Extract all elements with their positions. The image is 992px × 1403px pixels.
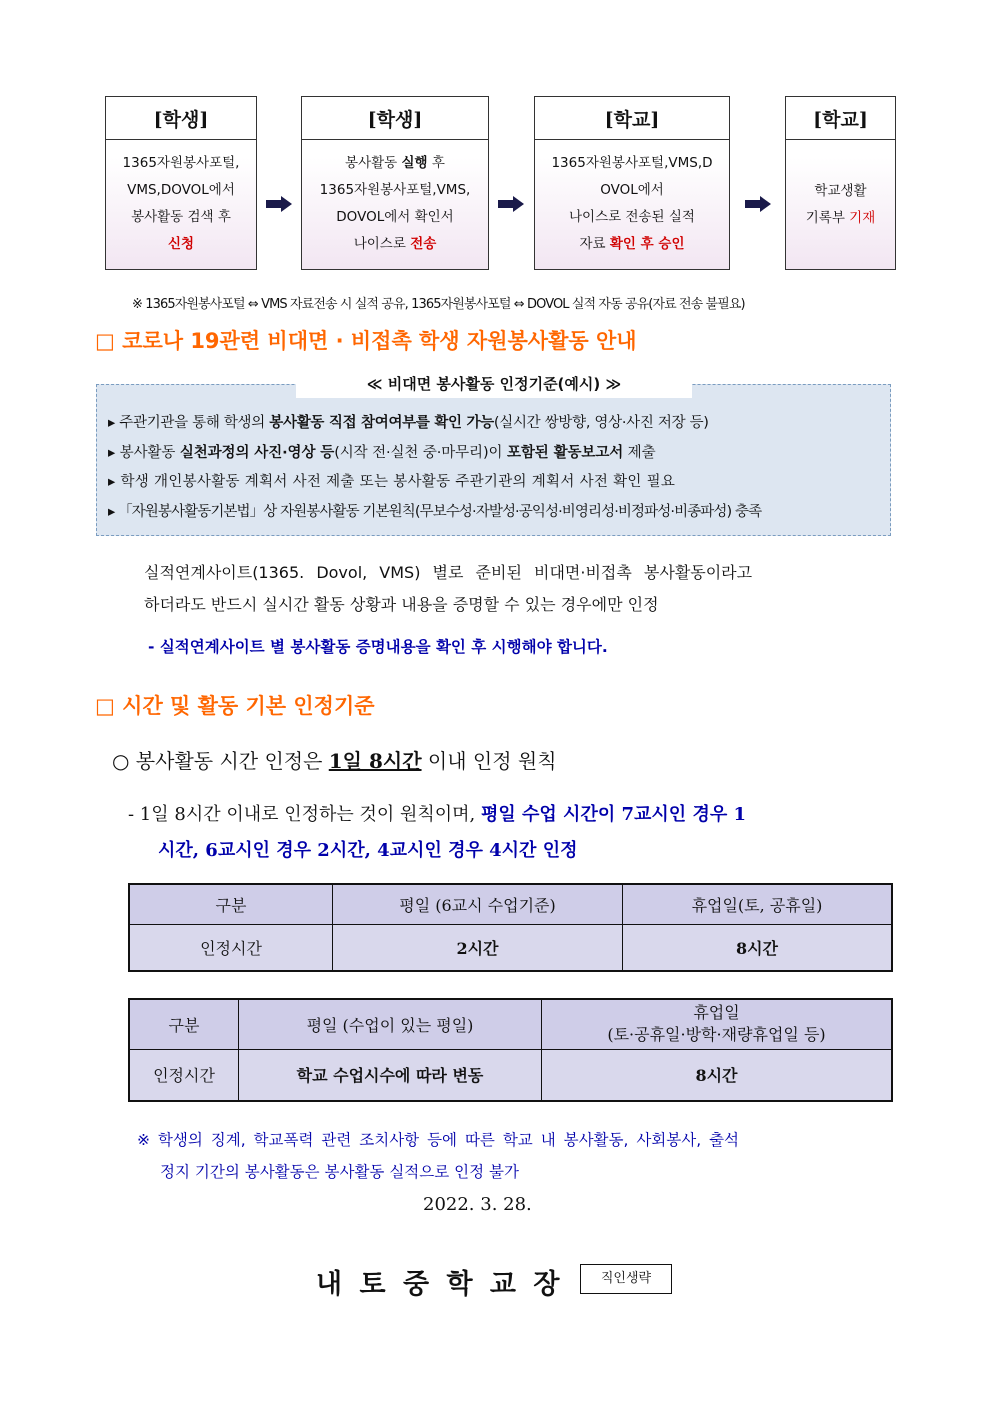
text-run: ▸ 「자원봉사활동기본법」상 자원봉사활동 기본원칙(무보수성·자발성·공익성·비영리성·비정파성·비종파성) 충족 (108, 504, 762, 520)
flow-step-3 (534, 96, 730, 270)
flow-line (792, 178, 889, 205)
text-run: 전송 (410, 236, 437, 252)
text-run: 봉사활동 (345, 155, 402, 171)
flow-step-1-body (106, 140, 256, 258)
criteria-title: ≪ 비대면 봉사활동 인정기준(예시) ≫ (296, 370, 692, 398)
table2-header-holiday (542, 999, 893, 1049)
footnote-line1: ※ 학생의 징계, 학교폭력 관련 조치사항 등에 따른 학교 내 봉사활동, 사회봉사, 출석 (137, 1131, 740, 1149)
table2-cell: 8시간 (542, 1049, 893, 1101)
arrow-right-icon (498, 196, 524, 212)
text-run: 실천과정의 사진·영상 등 (179, 445, 335, 461)
text-run: 봉사활동 직접 참여여부를 확인 가능 (269, 415, 494, 431)
flow-step-3-body (535, 140, 729, 258)
text-run: ▸ 학생 개인봉사활동 계획서 사전 제출 또는 봉사활동 주관기관의 계획서 사전 확인 필요 (108, 474, 676, 490)
table1-cell: 8시간 (623, 924, 893, 971)
detail-line2: 시간, 6교시인 경우 2시간, 4교시인 경우 4시간 인정 (158, 840, 578, 861)
table2-header: 휴업일 (693, 1003, 740, 1023)
flow-line (112, 177, 250, 204)
section2-title: □ 시간 및 활동 기본 인정기준 (95, 694, 375, 718)
para1-line1: 실적연계사이트(1365. Dovol, VMS) 별로 준비된 비대면·비접촉 봉사활동이라고 (144, 563, 753, 582)
footnote-line2: 정지 기간의 봉사활동은 봉사활동 실적으로 인정 불가 (160, 1163, 519, 1181)
text-run: 실행 (401, 155, 428, 171)
text-run: 기록부 (805, 210, 850, 226)
principle-suffix: 이내 인정 원칙 (421, 749, 557, 773)
flow-step-2-head: [학생] (302, 97, 488, 140)
text-run: (실시간 쌍방향, 영상·사진 저장 등) (493, 415, 709, 431)
criteria-item (108, 441, 655, 462)
flow-line (308, 177, 482, 204)
flow-line (308, 150, 482, 177)
flow-line (308, 204, 482, 231)
flow-step-4 (785, 96, 896, 270)
principle-line (112, 745, 557, 774)
arrow-right-icon (745, 196, 771, 212)
text-run: (시작 전·실천 중·마무리)이 (334, 445, 507, 461)
text-run: DOVOL에서 확인서 (336, 209, 454, 225)
text-run: 제출 (623, 445, 656, 461)
detail-blue1: 평일 수업 시간이 7교시인 경우 1 (480, 804, 747, 825)
table2-header: 평일 (수업이 있는 평일) (239, 999, 542, 1049)
flow-line (541, 150, 723, 177)
text-run: 자료 (579, 236, 610, 252)
table1-header: 휴업일(토, 공휴일) (623, 884, 893, 924)
text-run: 학교생활 (814, 183, 867, 199)
text-run: 1365자원봉사포털,VMS,D (551, 155, 713, 171)
principle-prefix: ○ 봉사활동 시간 인정은 (112, 749, 329, 773)
text-run: 1365자원봉사포털,VMS, (319, 182, 471, 198)
flow-line (541, 177, 723, 204)
flow-step-4-body (786, 140, 895, 232)
criteria-item (108, 470, 675, 491)
flow-line (792, 205, 889, 232)
flow-step-2 (301, 96, 489, 270)
text-run: 기재 (849, 210, 876, 226)
section1-title: □ 코로나 19관련 비대면 · 비접촉 학생 자원봉사활동 안내 (95, 329, 637, 353)
flow-step-1 (105, 96, 257, 270)
table1-cell: 인정시간 (129, 924, 333, 971)
flow-step-1-head: [학생] (106, 97, 256, 140)
table1-cell: 2시간 (333, 924, 623, 971)
table1-header: 평일 (6교시 수업기준) (333, 884, 623, 924)
criteria-item (108, 500, 761, 521)
seal-omitted-stamp: 직인생략 (580, 1264, 672, 1294)
table1-header: 구분 (129, 884, 333, 924)
para1-note: - 실적연계사이트 별 봉사활동 증명내용을 확인 후 시행해야 합니다. (148, 638, 608, 656)
flow-line (308, 231, 482, 258)
text-run: 1365자원봉사포털, (122, 155, 240, 171)
flow-line (112, 231, 250, 258)
arrow-right-icon (266, 196, 292, 212)
flow-step-3-head: [학교] (535, 97, 729, 140)
flow-line (541, 204, 723, 231)
flow-step-4-head: [학교] (786, 97, 895, 140)
text-run: 포함된 활동보고서 (506, 445, 624, 461)
text-run: OVOL에서 (600, 182, 664, 198)
para1-line2: 하더라도 반드시 실시간 활동 상황과 내용을 증명할 수 있는 경우에만 인정 (144, 595, 659, 614)
flow-line (112, 204, 250, 231)
flow-line (112, 150, 250, 177)
principle-highlight: 1일 8시간 (328, 749, 422, 773)
text-run: 후 (427, 155, 445, 171)
flow-line (541, 231, 723, 258)
hours-table-2 (128, 998, 893, 1102)
criteria-item (108, 411, 709, 432)
table2-cell: 인정시간 (129, 1049, 239, 1101)
table2-header: 구분 (129, 999, 239, 1049)
detail-line1 (128, 800, 746, 826)
document-date: 2022. 3. 28. (423, 1194, 532, 1215)
flow-note: ※ 1365자원봉사포털 ⇔ VMS 자료전송 시 실적 공유, 1365자원봉사포털 ⇔ DOVOL 실적 자동 공유(자료 전송 불필요) (132, 297, 745, 312)
text-run: 나이스로 (353, 236, 411, 252)
text-run: 신청 (167, 236, 195, 252)
flow-step-2-body (302, 140, 488, 258)
text-run: 확인 후 승인 (609, 236, 685, 252)
text-run: 나이스로 전송된 실적 (569, 209, 695, 225)
text-run: ▸ 봉사활동 (108, 445, 180, 461)
text-run: 봉사활동 검색 후 (131, 209, 231, 225)
principal-name: 내 토 중 학 교 장 (316, 1269, 564, 1300)
table2-header-sub: (토·공휴일·방학·재량휴업일 등) (607, 1025, 826, 1045)
detail-prefix: - 1일 8시간 이내로 인정하는 것이 원칙이며, (128, 804, 481, 825)
table2-cell: 학교 수업시수에 따라 변동 (239, 1049, 542, 1101)
text-run: VMS,DOVOL에서 (127, 182, 235, 198)
text-run: ▸ 주관기관을 통해 학생의 (108, 415, 270, 431)
hours-table-1 (128, 883, 893, 972)
